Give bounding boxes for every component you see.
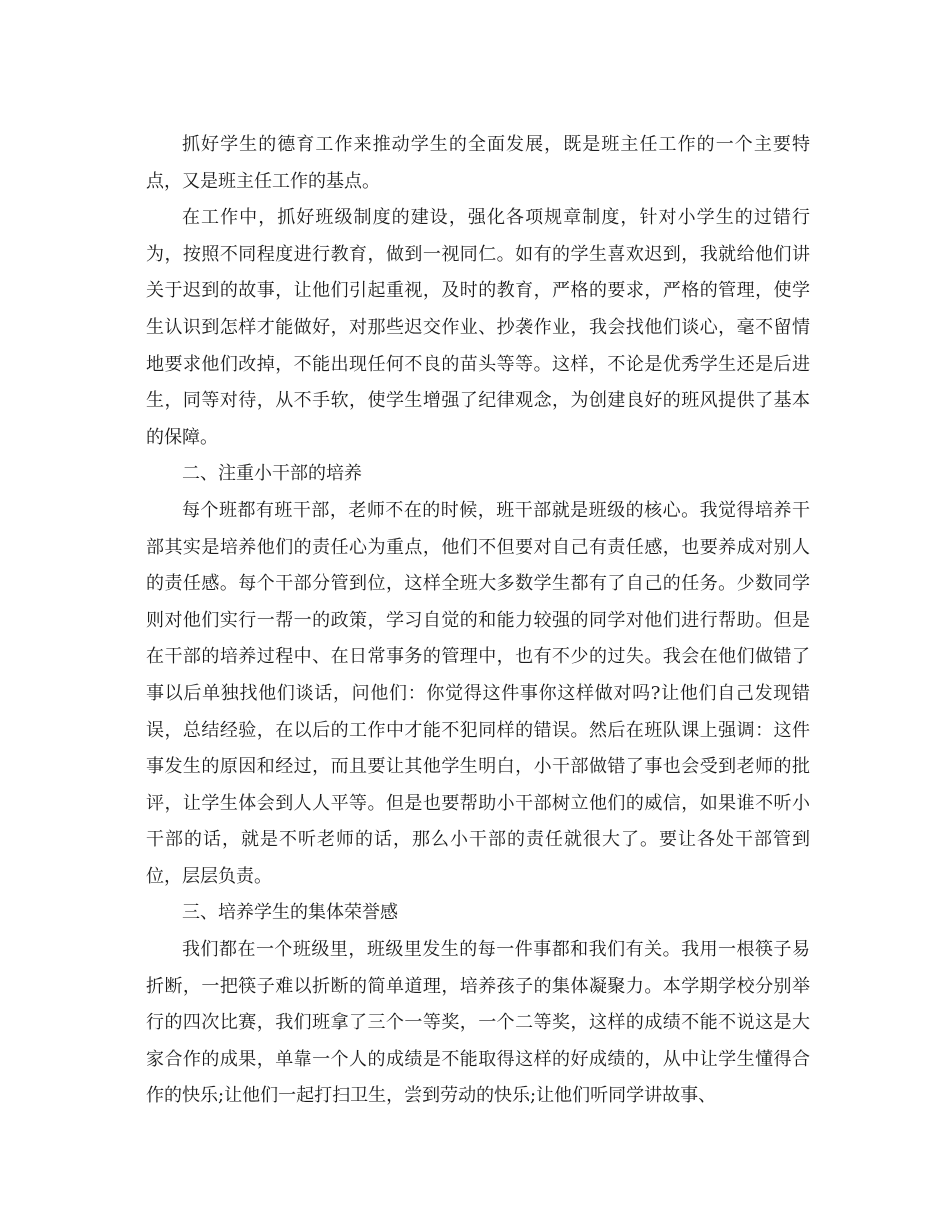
paragraph-class-rules: 在工作中，抓好班级制度的建设，强化各项规章制度，针对小学生的过错行为，按照不同程度进行教育，做到一视同仁。如有的学生喜欢迟到，我就给他们讲关于迟到的故事，让他们引起重视，及时的教育，严格的要求，严格的管理，使学生认识到怎样才能做好，对那些迟交作业、抄袭作业，我会找他们谈心，毫不留情地要求他们改掉，不能出现任何不良的苗头等等。这样，不论是优秀学生还是后进生，同等对待，从不手软，使学生增强了纪律观念，为创建良好的班风提供了基本的保障。 [146,207,810,448]
section-heading-cadre-training: 二、注重小干部的培养 [182,463,362,485]
paragraph-collective-honor: 我们都在一个班级里，班级里发生的每一件事都和我们有关。我用一根筷子易折断，一把筷子难以折断的简单道理，培养孩子的集体凝聚力。本学期学校分别举行的四次比赛，我们班拿了三个一等奖，一个二等奖，这样的成绩不能不说这是大家合作的成果，单靠一个人的成绩是不能取得这样的好成绩的，从中让学生懂得合作的快乐;让他们一起打扫卫生，尝到劳动的快乐;让他们听同学讲故事、 [146,939,810,1107]
section-heading-collective-honor: 三、培养学生的集体荣誉感 [182,902,398,924]
paragraph-cadre-training: 每个班都有班干部，老师不在的时候，班干部就是班级的核心。我觉得培养干部其实是培养他们的责任心为重点，他们不但要对自己有责任感，也要养成对别人的责任感。每个干部分管到位，这样全班大多数学生都有了自己的任务。少数同学则对他们实行一帮一的政策，学习自觉的和能力较强的同学对他们进行帮助。但是在干部的培养过程中、在日常事务的管理中，也有不少的过失。我会在他们做错了事以后单独找他们谈话，问他们：你觉得这件事你这样做对吗?让他们自己发现错误，总结经验，在以后的工作中才能不犯同样的错误。然后在班队课上强调：这件事发生的原因和经过，而且要让其他学生明白，小干部做错了事也会受到老师的批评，让学生体会到人人平等。但是也要帮助小干部树立他们的威信，如果谁不听小干部的话，就是不听老师的话，那么小干部的责任就很大了。要让各处干部管到位，层层负责。 [146,499,810,887]
paragraph-moral-education-intro: 抓好学生的德育工作来推动学生的全面发展，既是班主任工作的一个主要特点，又是班主任工作的基点。 [146,134,810,192]
document-body [146,127,810,1115]
